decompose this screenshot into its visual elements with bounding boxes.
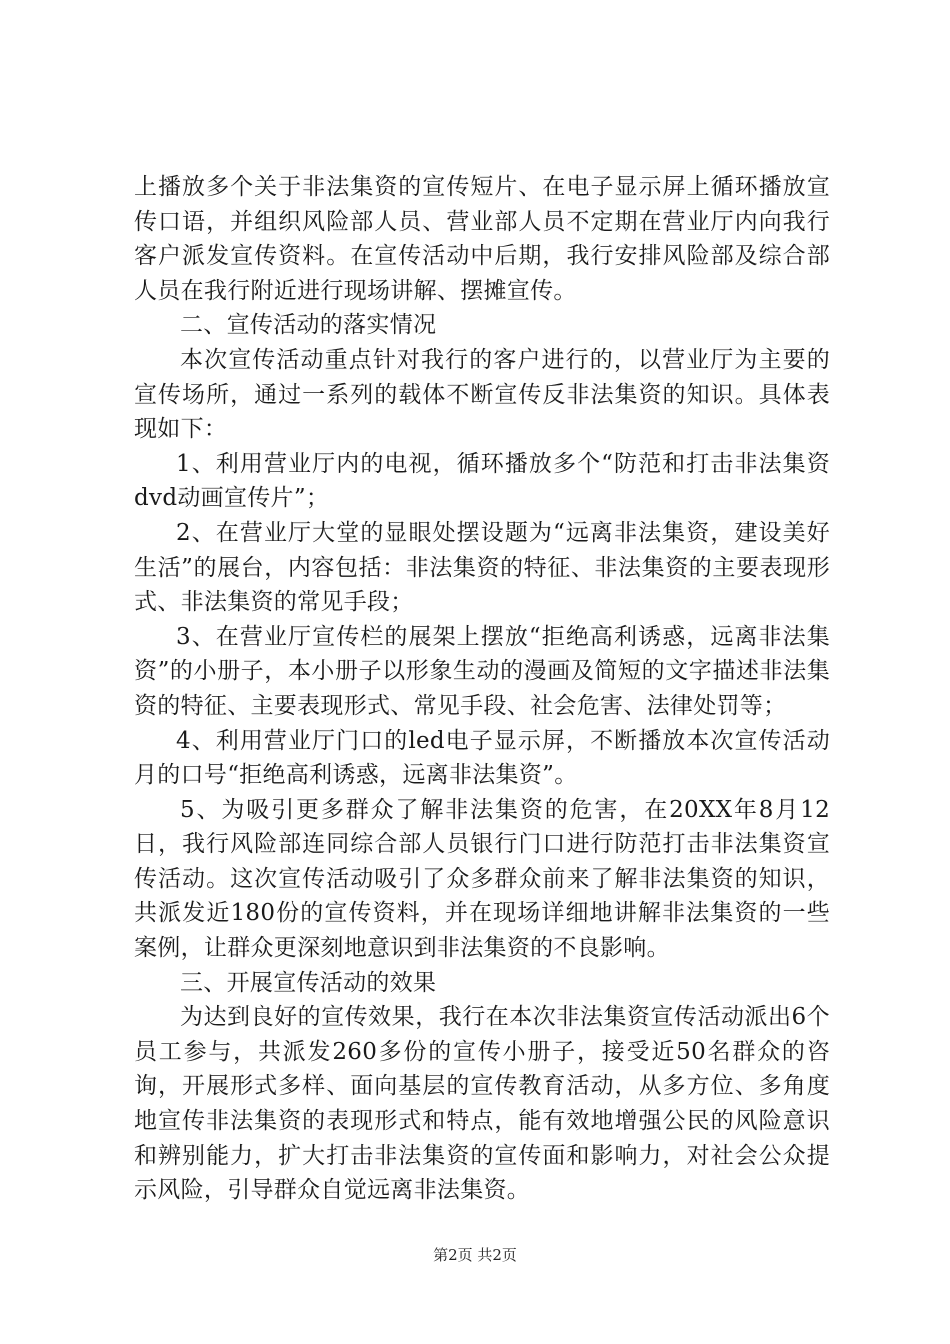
paragraph-intro: 本次宣传活动重点针对我行的客户进行的，以营业厅为主要的宣传场所，通过一系列的载体不断宣传反非法集资的知识。具体表现如下： bbox=[134, 346, 830, 443]
list-item-3: 3、在营业厅宣传栏的展架上摆放“拒绝高利诱惑，远离非法集资”的小册子，本小册子以形象生动的漫画及简短的文字描述非法集资的特征、主要表现形式、常见手段、社会危害、法律处罚等； bbox=[134, 623, 830, 719]
list-item-2: 2、在营业厅大堂的显眼处摆设题为“远离非法集资，建设美好生活”的展台，内容包括：非法集资的特征、非法集资的主要表现形式、非法集资的常见手段； bbox=[134, 519, 830, 616]
section-heading-3: 三、开展宣传活动的效果 bbox=[180, 969, 437, 996]
page-footer: 第2页 共2页 bbox=[433, 1246, 517, 1264]
paragraph-continuation: 上播放多个关于非法集资的宣传短片、在电子显示屏上循环播放宣传口语，并组织风险部人员、营业部人员不定期在营业厅内向我行客户派发宣传资料。在宣传活动中后期，我行安排风险部及综合部人员在我行附近进行现场讲解、摆摊宣传。 bbox=[134, 174, 830, 304]
list-item-4: 4、利用营业厅门口的led电子显示屏，不断播放本次宣传活动月的口号“拒绝高利诱惑，远离非法集资”。 bbox=[134, 727, 830, 789]
paragraph-effect: 为达到良好的宣传效果，我行在本次非法集资宣传活动派出6个员工参与，共派发260多份的宣传小册子，接受近50名群众的咨询，开展形式多样、面向基层的宣传教育活动，从多方位、多角度地宣传非法集资的表现形式和特点，能有效地增强公民的风险意识和辨别能力，扩大打击非法集资的宣传面和影响力，对社会公众提示风险，引导群众自觉远离非法集资。 bbox=[134, 1004, 830, 1204]
list-item-5: 5、为吸引更多群众了解非法集资的危害，在20XX年8月12日，我行风险部连同综合部人员银行门口进行防范打击非法集资宣传活动。这次宣传活动吸引了众多群众前来了解非法集资的知识，共派发近180份的宣传资料，并在现场详细地讲解非法集资的一些案例，让群众更深刻地意识到非法集资的不良影响。 bbox=[134, 796, 830, 962]
list-item-1: 1、利用营业厅内的电视，循环播放多个“防范和打击非法集资dvd动画宣传片”； bbox=[134, 450, 830, 512]
document-body bbox=[134, 170, 830, 1208]
section-heading-2: 二、宣传活动的落实情况 bbox=[180, 312, 437, 339]
